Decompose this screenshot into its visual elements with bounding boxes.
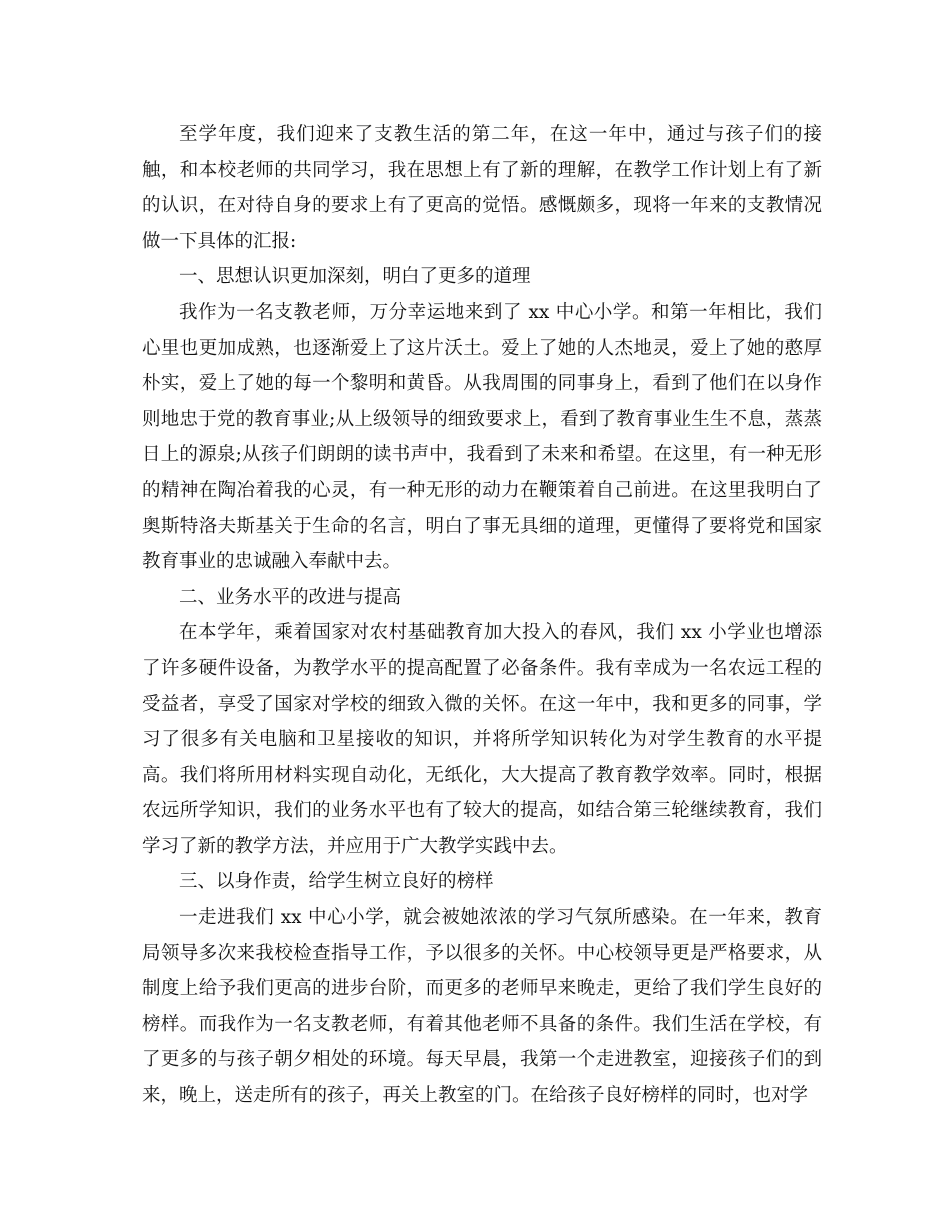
intro-paragraph: 至学年度，我们迎来了支教生活的第二年，在这一年中，通过与孩子们的接触，和本校老师的共同学习，我在思想上有了新的理解，在教学工作计划上有了新的认识，在对待自身的要求上有了更高的觉悟。感慨颇多，现将一年来的支教情况做一下具体的汇报:: [142, 124, 822, 252]
section-1-paragraph: 我作为一名支教老师，万分幸运地来到了 xx 中心小学。和第一年相比，我们心里也更加成熟，也逐渐爱上了这片沃土。爱上了她的人杰地灵，爱上了她的憨厚朴实，爱上了她的每一个黎明和黄昏。从我周围的同事身上，看到了他们在以身作则地忠于党的教育事业;从上级领导的细致要求上，看到了教育事业生生不息，蒸蒸日上的源泉;从孩子们朗朗的读书声中，我看到了未来和希望。在这里，有一种无形的精神在陶冶着我的心灵，有一种无形的动力在鞭策着自己前进。在这里我明白了奥斯特洛夫斯基关于生命的名言，明白了事无具细的道理，更懂得了要将党和国家教育事业的忠诚融入奉献中去。: [142, 301, 822, 573]
document-body: [142, 117, 822, 1114]
section-heading-1: 一、思想认识更加深刻，明白了更多的道理: [179, 266, 531, 288]
section-3-paragraph: 一走进我们 xx 中心小学，就会被她浓浓的学习气氛所感染。在一年来，教育局领导多次来我校检查指导工作，予以很多的关怀。中心校领导更是严格要求，从制度上给予我们更高的进步台阶，而更多的老师早来晚走，更给了我们学生良好的榜样。而我作为一名支教老师，有着其他老师不具备的条件。我们生活在学校，有了更多的与孩子朝夕相处的环境。每天早晨，我第一个走进教室，迎接孩子们的到来，晚上，送走所有的孩子，再关上教室的门。在给孩子良好榜样的同时，也对学: [142, 907, 822, 1107]
section-heading-2: 二、业务水平的改进与提高: [179, 586, 402, 608]
section-2-paragraph: 在本学年，乘着国家对农村基础教育加大投入的春风，我们 xx 小学业也增添了许多硬件设备，为教学水平的提高配置了必备条件。我有幸成为一名农远工程的受益者，享受了国家对学校的细致入微的关怀。在这一年中，我和更多的同事，学习了很多有关电脑和卫星接收的知识，并将所学知识转化为对学生教育的水平提高。我们将所用材料实现自动化，无纸化，大大提高了教育教学效率。同时，根据农远所学知识，我们的业务水平也有了较大的提高，如结合第三轮继续教育，我们学习了新的教学方法，并应用于广大教学实践中去。: [142, 622, 822, 857]
section-heading-3: 三、以身作责，给学生树立良好的榜样: [179, 871, 494, 893]
